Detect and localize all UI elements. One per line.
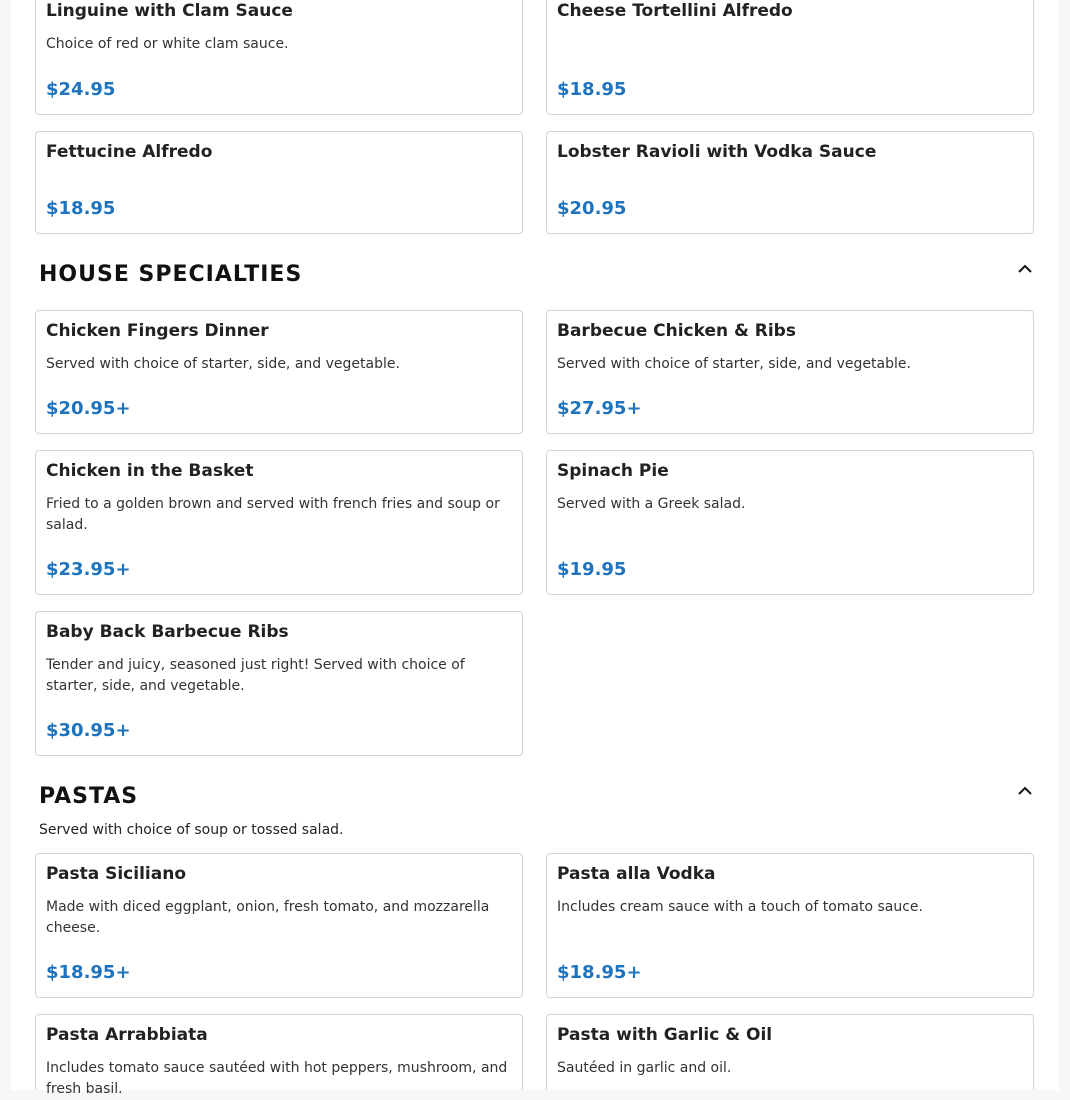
menu-item-name: Chicken Fingers Dinner (46, 321, 269, 341)
menu-item-name: Baby Back Barbecue Ribs (46, 622, 289, 642)
menu-item-card[interactable] (546, 1014, 1034, 1090)
menu-item-card[interactable] (35, 450, 523, 595)
section-header-pastas (39, 783, 1033, 813)
menu-item-price: $23.95+ (46, 559, 131, 580)
menu-item-name: Pasta alla Vodka (557, 864, 716, 884)
chevron-up-icon[interactable] (1017, 261, 1033, 277)
menu-item-card[interactable] (546, 131, 1034, 234)
menu-item-description: Made with diced eggplant, onion, fresh tomato, and mozzarella cheese. (46, 899, 490, 936)
menu-item-price: $20.95 (557, 198, 627, 219)
menu-item-name: Fettucine Alfredo (46, 142, 213, 162)
menu-item-price: $18.95+ (557, 962, 642, 983)
menu-item-price: $20.95+ (46, 398, 131, 419)
chevron-up-icon[interactable] (1017, 783, 1033, 799)
menu-item-name: Chicken in the Basket (46, 461, 254, 481)
menu-item-description: Served with choice of starter, side, and vegetable. (46, 356, 400, 372)
menu-item-price: $18.95 (46, 198, 116, 219)
menu-item-name: Pasta Siciliano (46, 864, 186, 884)
menu-item-price: $19.95 (557, 559, 627, 580)
menu-item-card[interactable] (35, 0, 523, 115)
menu-item-card[interactable] (35, 853, 523, 998)
menu-item-name: Linguine with Clam Sauce (46, 1, 293, 21)
menu-item-name: Lobster Ravioli with Vodka Sauce (557, 142, 877, 162)
menu-item-description: Tender and juicy, seasoned just right! Served with choice of starter, side, and vegetable. (46, 657, 465, 694)
menu-item-description: Choice of red or white clam sauce. (46, 36, 289, 52)
menu-item-card[interactable] (546, 0, 1034, 115)
menu-item-price: $27.95+ (557, 398, 642, 419)
menu-item-description: Sautéed in garlic and oil. (557, 1060, 732, 1076)
menu-item-description: Served with choice of starter, side, and vegetable. (557, 356, 911, 372)
section-title: HOUSE SPECIALTIES (39, 262, 303, 287)
menu-item-description: Served with a Greek salad. (557, 496, 746, 512)
menu-item-description: Includes tomato sauce sautéed with hot peppers, mushroom, and fresh basil. (46, 1060, 508, 1097)
section-note: Served with choice of soup or tossed salad. (39, 822, 344, 838)
section-header-house-specialties (39, 261, 1033, 291)
menu-item-name: Barbecue Chicken & Ribs (557, 321, 796, 341)
menu-item-card[interactable] (546, 310, 1034, 434)
menu-item-card[interactable] (546, 853, 1034, 998)
menu-item-price: $24.95 (46, 79, 116, 100)
menu-item-card[interactable] (35, 611, 523, 756)
menu-item-price: $18.95 (557, 79, 627, 100)
menu-item-price: $18.95+ (46, 962, 131, 983)
menu-page (11, 0, 1059, 1097)
menu-item-card[interactable] (35, 310, 523, 434)
section-title: PASTAS (39, 784, 139, 809)
menu-item-name: Pasta Arrabbiata (46, 1025, 208, 1045)
menu-item-card[interactable] (546, 450, 1034, 595)
menu-item-description: Includes cream sauce with a touch of tomato sauce. (557, 899, 923, 915)
menu-item-card[interactable] (35, 131, 523, 234)
menu-item-card[interactable] (35, 1014, 523, 1097)
menu-item-description: Fried to a golden brown and served with french fries and soup or salad. (46, 496, 500, 533)
menu-item-name: Pasta with Garlic & Oil (557, 1025, 773, 1045)
menu-item-name: Spinach Pie (557, 461, 669, 481)
menu-item-price: $30.95+ (46, 720, 131, 741)
menu-item-name: Cheese Tortellini Alfredo (557, 1, 793, 21)
